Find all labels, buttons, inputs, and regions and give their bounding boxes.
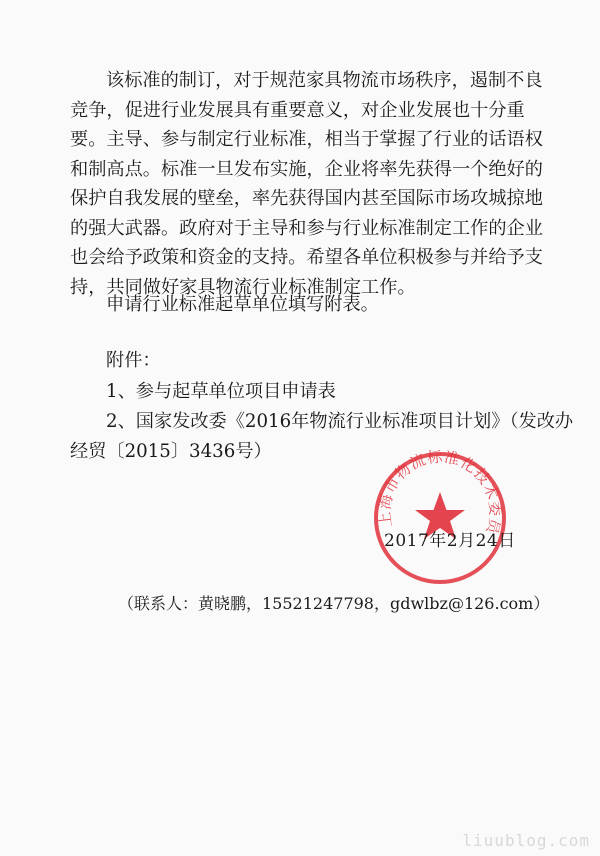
seal-ring-text: 上海市物流标准化技术委员	[375, 448, 505, 537]
attachment-item-2-line-1: 2、国家发改委《2016年物流行业标准项目计划》（发改办	[106, 411, 574, 432]
attachment-item-1: 1、参与起草单位项目申请表	[106, 381, 336, 402]
attachments-heading: 附件：	[106, 350, 161, 371]
attachment-item-2-line-2: 经贸〔2015〕3436号）	[70, 441, 272, 462]
contact-line: （联系人：黄晓鹏，15521247798，gdwlbz@126.com）	[118, 594, 550, 613]
document-date: 2017年2月24日	[384, 531, 516, 551]
official-seal	[370, 448, 510, 588]
watermark: liuublog.com	[462, 831, 590, 850]
body-paragraph-2: 申请行业标准起草单位填写附表。	[106, 294, 379, 315]
official-seal-graphic	[370, 448, 510, 588]
body-paragraph-1: 该标准的制订，对于规范家具物流市场秩序，遏制不良竞争，促进行业发展具有重要意义，对企业发展也十分重要。主导、参与制定行业标准，相当于掌握了行业的话语权和制高点。标准一旦发布实施，企业将率先获得一个绝好的保护自我发展的壁垒，率先获得国内甚至国际市场攻城掠地的强大武器。政府对于主导和参与行业标准制定工作的企业也会给予政策和资金的支持。希望各单位积极参与并给予支持，共同做好家具物流行业标准制定工作。	[70, 70, 543, 298]
